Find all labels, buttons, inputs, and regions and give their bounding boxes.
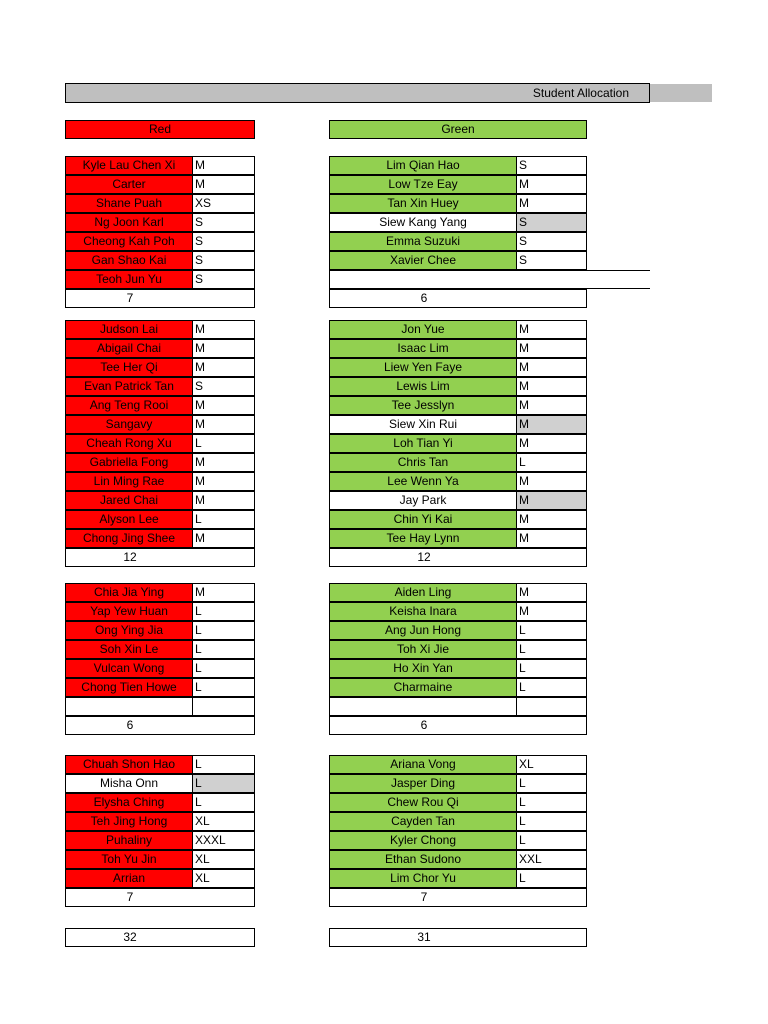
green-student-name[interactable]: Ethan Sudono: [329, 850, 517, 869]
red-student-size[interactable]: S: [193, 270, 255, 289]
green-row: [329, 491, 587, 510]
red-group-count-value: 6: [126, 718, 134, 732]
green-student-name[interactable]: Aiden Ling: [329, 583, 517, 602]
red-student-name[interactable]: Ong Ying Jia: [65, 621, 193, 640]
red-row: [65, 850, 255, 869]
red-student-name[interactable]: Cheah Rong Xu: [65, 434, 193, 453]
green-student-size[interactable]: XXL: [517, 850, 587, 869]
green-student-size[interactable]: M: [517, 529, 587, 548]
green-row: [329, 640, 587, 659]
red-row: [65, 640, 255, 659]
green-student-name[interactable]: Ho Xin Yan: [329, 659, 517, 678]
green-student-name[interactable]: Liew Yen Faye: [329, 358, 517, 377]
red-student-size[interactable]: S: [193, 251, 255, 270]
green-student-size[interactable]: S: [517, 213, 587, 232]
red-student-name[interactable]: Arrian: [65, 869, 193, 888]
green-row: [329, 583, 587, 602]
red-student-size[interactable]: M: [193, 396, 255, 415]
green-row: [329, 697, 587, 716]
green-student-size[interactable]: S: [517, 251, 587, 270]
green-student-name[interactable]: Chris Tan: [329, 453, 517, 472]
red-student-size[interactable]: M: [193, 529, 255, 548]
red-student-name[interactable]: Teoh Jun Yu: [65, 270, 193, 289]
red-group-count-value: 7: [126, 890, 134, 904]
green-row: [329, 251, 587, 270]
green-student-size[interactable]: XL: [517, 755, 587, 774]
red-student-name[interactable]: Toh Yu Jin: [65, 850, 193, 869]
red-row: [65, 583, 255, 602]
red-student-size[interactable]: L: [193, 793, 255, 812]
red-student-size[interactable]: L: [193, 434, 255, 453]
red-group-count-value: 7: [126, 291, 134, 305]
red-student-name[interactable]: Vulcan Wong: [65, 659, 193, 678]
green-student-size[interactable]: S: [517, 156, 587, 175]
red-row: [65, 472, 255, 491]
green-student-name[interactable]: Jasper Ding: [329, 774, 517, 793]
green-student-name[interactable]: Toh Xi Jie: [329, 640, 517, 659]
red-student-size[interactable]: XL: [193, 850, 255, 869]
green-group-count: [329, 888, 587, 907]
green-student-size[interactable]: [517, 697, 587, 716]
red-student-size[interactable]: S: [193, 232, 255, 251]
green-student-name[interactable]: Isaac Lim: [329, 339, 517, 358]
red-student-name[interactable]: Elysha Ching: [65, 793, 193, 812]
sheet-title: Student Allocation: [532, 86, 629, 100]
green-student-size[interactable]: M: [517, 358, 587, 377]
green-row: [329, 396, 587, 415]
green-student-size[interactable]: L: [517, 831, 587, 850]
green-student-size[interactable]: M: [517, 472, 587, 491]
red-row: [65, 602, 255, 621]
green-group-count-value: 6: [420, 291, 428, 305]
red-student-name[interactable]: Misha Onn: [65, 774, 193, 793]
red-row: [65, 156, 255, 175]
green-row: [329, 320, 587, 339]
green-row: [329, 156, 587, 175]
red-student-name[interactable]: Chong Tien Howe: [65, 678, 193, 697]
red-student-name[interactable]: Shane Puah: [65, 194, 193, 213]
red-student-name[interactable]: Soh Xin Le: [65, 640, 193, 659]
red-group-count: [65, 548, 255, 567]
green-student-name[interactable]: Cayden Tan: [329, 812, 517, 831]
green-student-name[interactable]: Siew Xin Rui: [329, 415, 517, 434]
red-student-size[interactable]: L: [193, 755, 255, 774]
red-student-size[interactable]: L: [193, 678, 255, 697]
green-student-name[interactable]: Low Tze Eay: [329, 175, 517, 194]
title-bar: [65, 83, 650, 103]
green-row: [329, 415, 587, 434]
red-row: [65, 774, 255, 793]
total-red-value: 32: [123, 930, 137, 944]
red-student-name[interactable]: Jared Chai: [65, 491, 193, 510]
green-row: [329, 339, 587, 358]
green-student-name[interactable]: Siew Kang Yang: [329, 213, 517, 232]
red-row: [65, 869, 255, 888]
green-row: [329, 194, 587, 213]
red-row: [65, 697, 255, 716]
red-student-size[interactable]: S: [193, 213, 255, 232]
red-student-name[interactable]: Kyle Lau Chen Xi: [65, 156, 193, 175]
green-student-name[interactable]: Charmaine: [329, 678, 517, 697]
green-student-size[interactable]: M: [517, 175, 587, 194]
green-row: [329, 270, 650, 289]
red-student-size[interactable]: L: [193, 640, 255, 659]
red-student-size[interactable]: S: [193, 377, 255, 396]
green-row: [329, 869, 587, 888]
red-student-name[interactable]: Yap Yew Huan: [65, 602, 193, 621]
red-student-name[interactable]: Alyson Lee: [65, 510, 193, 529]
green-student-name[interactable]: Loh Tian Yi: [329, 434, 517, 453]
red-row: [65, 213, 255, 232]
green-student-name[interactable]: Kyler Chong: [329, 831, 517, 850]
green-student-name[interactable]: Chin Yi Kai: [329, 510, 517, 529]
red-student-size[interactable]: M: [193, 358, 255, 377]
red-group-count: [65, 888, 255, 907]
green-student-size[interactable]: L: [517, 640, 587, 659]
green-row: [329, 453, 587, 472]
green-row: [329, 529, 587, 548]
green-row: [329, 678, 587, 697]
red-row: [65, 358, 255, 377]
green-student-size[interactable]: M: [517, 320, 587, 339]
team-header-red: Red: [65, 120, 255, 139]
green-row: [329, 774, 587, 793]
red-student-size[interactable]: M: [193, 175, 255, 194]
green-student-size[interactable]: L: [517, 678, 587, 697]
red-student-size[interactable]: L: [193, 659, 255, 678]
red-row: [65, 251, 255, 270]
red-row: [65, 659, 255, 678]
red-student-name[interactable]: Chia Jia Ying: [65, 583, 193, 602]
red-student-name[interactable]: Tee Her Qi: [65, 358, 193, 377]
red-group-count: [65, 289, 255, 308]
red-row: [65, 453, 255, 472]
red-student-name[interactable]: Gabriella Fong: [65, 453, 193, 472]
red-student-size[interactable]: M: [193, 472, 255, 491]
green-group-count: [329, 716, 587, 735]
red-student-size[interactable]: XL: [193, 869, 255, 888]
green-row: [329, 755, 587, 774]
green-group-count-value: 12: [417, 550, 431, 564]
team-header-green: Green: [329, 120, 587, 139]
green-student-size[interactable]: L: [517, 774, 587, 793]
red-group-count-value: 12: [123, 550, 137, 564]
title-bar-extension: [650, 84, 712, 102]
red-row: [65, 491, 255, 510]
green-student-size[interactable]: M: [517, 434, 587, 453]
green-student-name[interactable]: Lee Wenn Ya: [329, 472, 517, 491]
red-student-size[interactable]: M: [193, 415, 255, 434]
total-red: [65, 928, 255, 947]
red-student-name[interactable]: Ng Joon Karl: [65, 213, 193, 232]
green-student-size[interactable]: M: [517, 415, 587, 434]
red-row: [65, 831, 255, 850]
green-student-name[interactable]: Tee Jesslyn: [329, 396, 517, 415]
green-group-count: [329, 548, 587, 567]
red-student-name[interactable]: Sangavy: [65, 415, 193, 434]
red-student-size[interactable]: XXXL: [193, 831, 255, 850]
green-student-size[interactable]: M: [517, 583, 587, 602]
red-student-size[interactable]: XL: [193, 812, 255, 831]
green-student-size[interactable]: M: [517, 491, 587, 510]
red-student-size[interactable]: M: [193, 491, 255, 510]
green-student-size[interactable]: S: [517, 232, 587, 251]
red-student-size[interactable]: M: [193, 156, 255, 175]
red-row: [65, 377, 255, 396]
green-student-name[interactable]: Chew Rou Qi: [329, 793, 517, 812]
red-row: [65, 529, 255, 548]
red-student-name[interactable]: Abigail Chai: [65, 339, 193, 358]
green-student-size[interactable]: L: [517, 869, 587, 888]
red-student-name[interactable]: Chuah Shon Hao: [65, 755, 193, 774]
green-student-name[interactable]: Ariana Vong: [329, 755, 517, 774]
red-student-size[interactable]: M: [193, 339, 255, 358]
red-student-name[interactable]: Ang Teng Rooi: [65, 396, 193, 415]
red-row: [65, 232, 255, 251]
green-row: [329, 232, 587, 251]
red-student-name[interactable]: Lin Ming Rae: [65, 472, 193, 491]
green-student-name[interactable]: Keisha Inara: [329, 602, 517, 621]
green-student-size[interactable]: M: [517, 510, 587, 529]
green-row: [329, 377, 587, 396]
total-green: [329, 928, 587, 947]
red-row: [65, 434, 255, 453]
red-row: [65, 320, 255, 339]
green-student-name[interactable]: [329, 697, 517, 716]
green-row: [329, 175, 587, 194]
green-student-size[interactable]: L: [517, 621, 587, 640]
green-student-size[interactable]: M: [517, 339, 587, 358]
red-student-name[interactable]: Chong Jing Shee: [65, 529, 193, 548]
green-student-name[interactable]: Xavier Chee: [329, 251, 517, 270]
green-student-name[interactable]: Lewis Lim: [329, 377, 517, 396]
red-student-size[interactable]: L: [193, 602, 255, 621]
red-student-size[interactable]: M: [193, 583, 255, 602]
red-row: [65, 812, 255, 831]
green-group-count: [329, 289, 587, 308]
green-student-name[interactable]: Tan Xin Huey: [329, 194, 517, 213]
green-student-size[interactable]: M: [517, 602, 587, 621]
green-row: [329, 621, 587, 640]
green-student-size[interactable]: L: [517, 812, 587, 831]
red-row: [65, 793, 255, 812]
green-row: [329, 659, 587, 678]
red-row: [65, 678, 255, 697]
red-student-size[interactable]: L: [193, 774, 255, 793]
green-row: [329, 358, 587, 377]
green-row: [329, 831, 587, 850]
red-row: [65, 339, 255, 358]
green-student-name[interactable]: Lim Qian Hao: [329, 156, 517, 175]
green-student-name[interactable]: Emma Suzuki: [329, 232, 517, 251]
green-row: [329, 472, 587, 491]
green-group-count-value: 7: [420, 890, 428, 904]
red-student-size[interactable]: M: [193, 453, 255, 472]
red-student-size[interactable]: L: [193, 621, 255, 640]
total-green-value: 31: [417, 930, 431, 944]
red-row: [65, 510, 255, 529]
green-row: [329, 793, 587, 812]
green-student-size[interactable]: M: [517, 396, 587, 415]
green-student-size[interactable]: L: [517, 793, 587, 812]
green-student-size[interactable]: M: [517, 194, 587, 213]
green-student-size[interactable]: L: [517, 453, 587, 472]
green-student-size[interactable]: L: [517, 659, 587, 678]
green-student-name[interactable]: Ang Jun Hong: [329, 621, 517, 640]
green-row: [329, 850, 587, 869]
green-empty-cell[interactable]: [329, 270, 650, 289]
red-row: [65, 755, 255, 774]
green-row: [329, 434, 587, 453]
red-student-name[interactable]: Cheong Kah Poh: [65, 232, 193, 251]
red-row: [65, 175, 255, 194]
green-row: [329, 812, 587, 831]
red-student-size[interactable]: M: [193, 320, 255, 339]
green-group-count-value: 6: [420, 718, 428, 732]
green-student-name[interactable]: Jon Yue: [329, 320, 517, 339]
green-student-name[interactable]: Tee Hay Lynn: [329, 529, 517, 548]
red-row: [65, 396, 255, 415]
red-student-size[interactable]: XS: [193, 194, 255, 213]
red-group-count: [65, 716, 255, 735]
green-row: [329, 510, 587, 529]
green-row: [329, 602, 587, 621]
red-student-size[interactable]: [193, 697, 255, 716]
red-row: [65, 194, 255, 213]
red-student-name[interactable]: Carter: [65, 175, 193, 194]
red-row: [65, 270, 255, 289]
green-student-size[interactable]: M: [517, 377, 587, 396]
red-student-name[interactable]: Evan Patrick Tan: [65, 377, 193, 396]
green-student-name[interactable]: Lim Chor Yu: [329, 869, 517, 888]
red-student-size[interactable]: L: [193, 510, 255, 529]
red-row: [65, 415, 255, 434]
red-student-name[interactable]: Judson Lai: [65, 320, 193, 339]
green-student-name[interactable]: Jay Park: [329, 491, 517, 510]
green-row: [329, 213, 587, 232]
red-student-name[interactable]: Gan Shao Kai: [65, 251, 193, 270]
red-row: [65, 621, 255, 640]
red-student-name[interactable]: [65, 697, 193, 716]
red-student-name[interactable]: Teh Jing Hong: [65, 812, 193, 831]
red-student-name[interactable]: Puhaliny: [65, 831, 193, 850]
